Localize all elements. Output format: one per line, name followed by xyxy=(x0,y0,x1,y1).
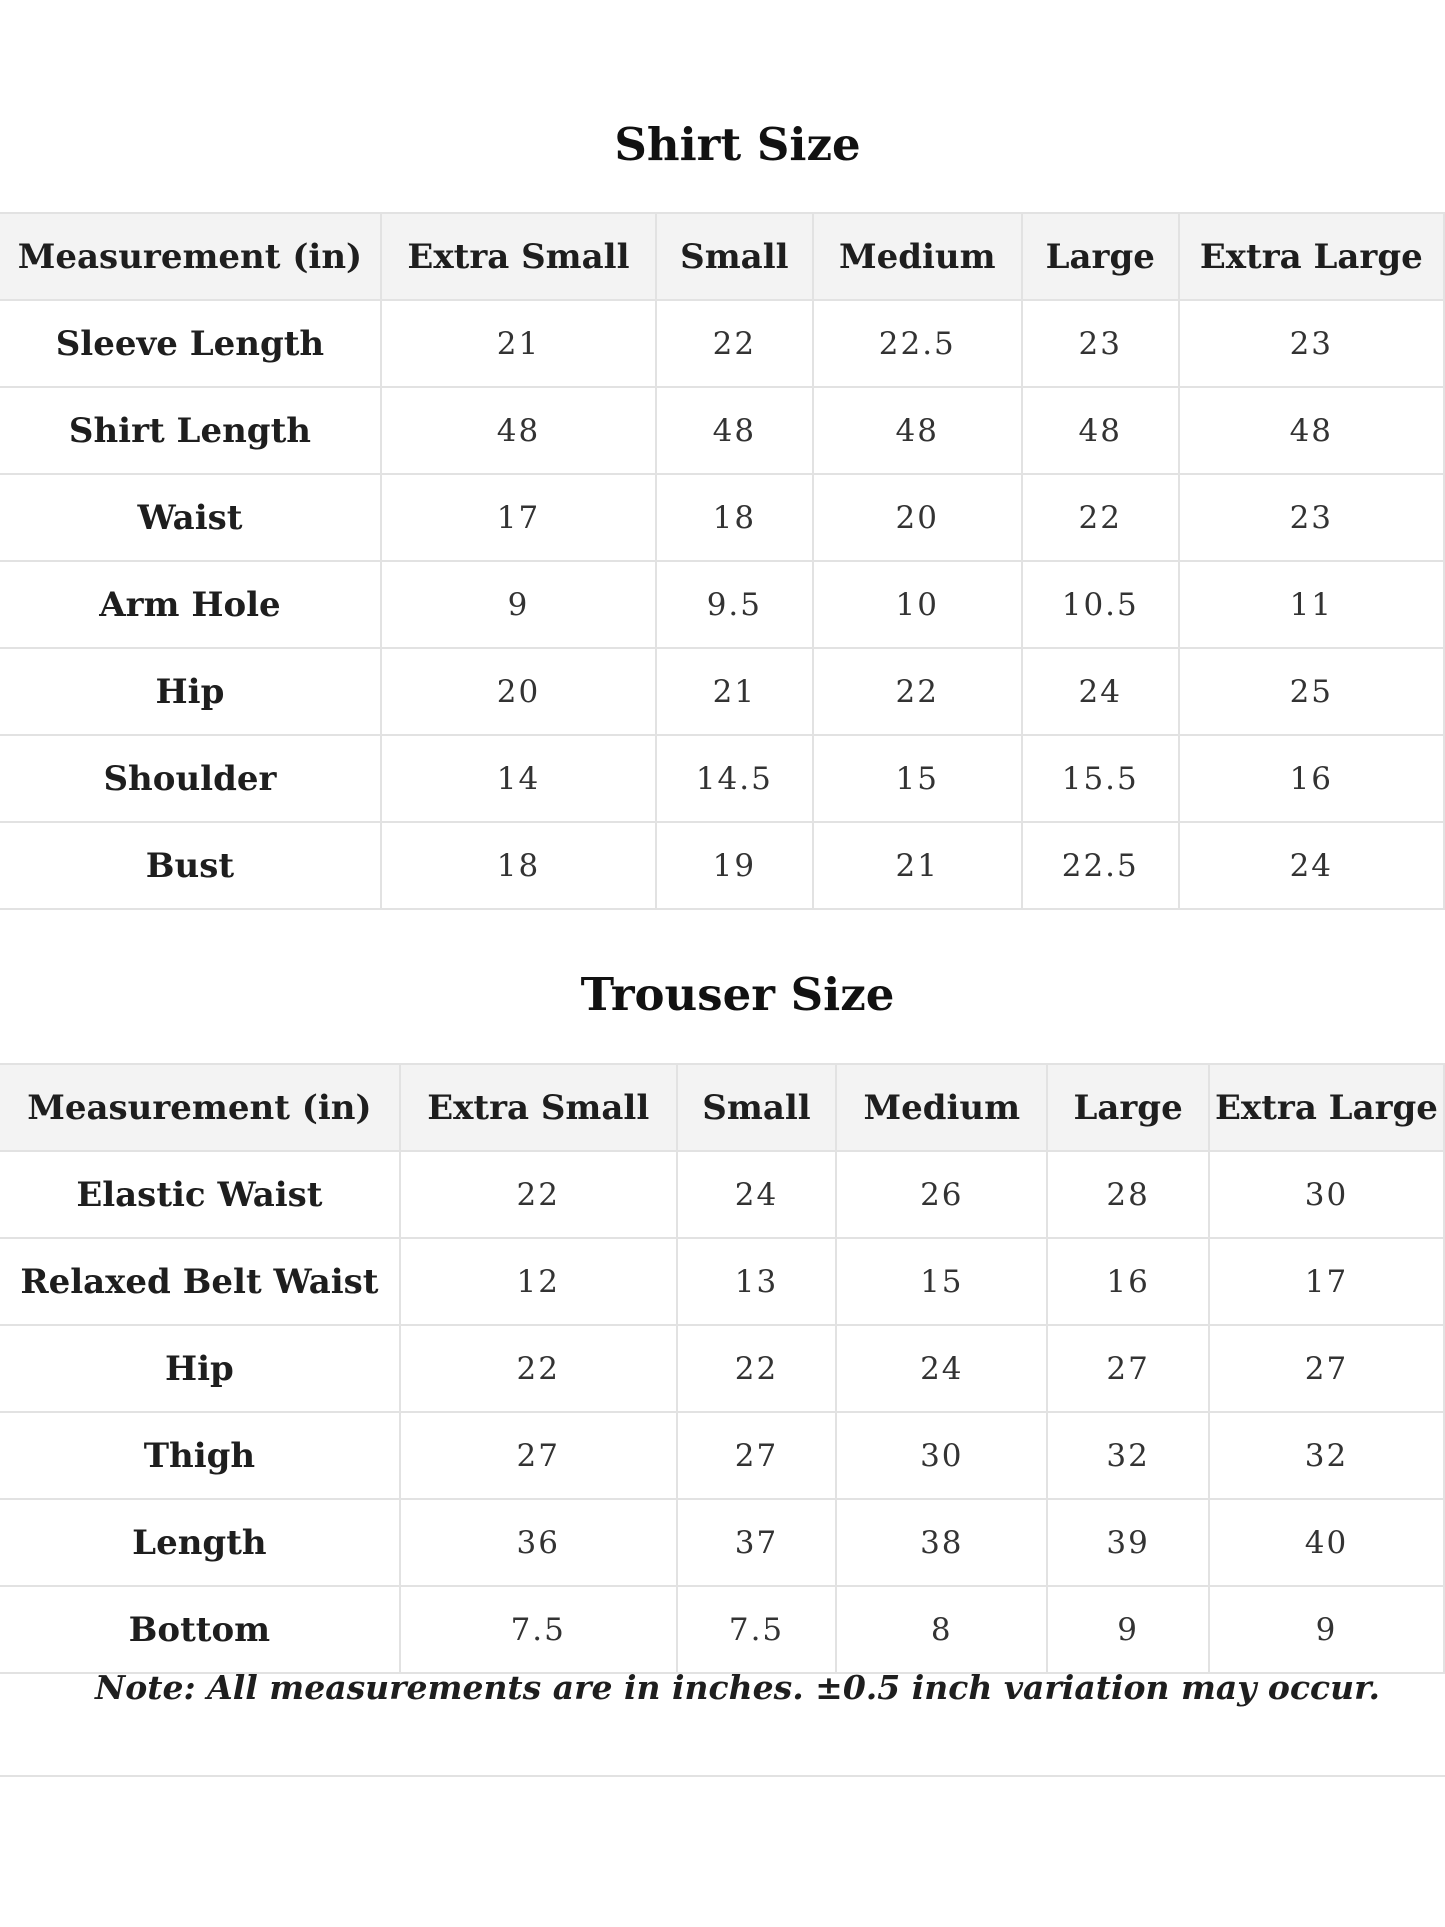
header-extra-large: Extra Large xyxy=(1209,1064,1444,1151)
row-label: Relaxed Belt Waist xyxy=(0,1238,400,1325)
table-cell: 48 xyxy=(656,387,813,474)
table-cell: 17 xyxy=(1209,1238,1444,1325)
table-cell: 16 xyxy=(1179,735,1444,822)
table-row xyxy=(0,1325,1444,1412)
table-cell: 32 xyxy=(1047,1412,1209,1499)
table-cell: 22 xyxy=(400,1325,677,1412)
table-cell: 22 xyxy=(677,1325,837,1412)
table-cell: 22.5 xyxy=(1022,822,1179,909)
row-label: Hip xyxy=(0,1325,400,1412)
table-cell: 20 xyxy=(381,648,656,735)
table-cell: 22 xyxy=(656,300,813,387)
table-cell: 19 xyxy=(656,822,813,909)
table-cell: 9 xyxy=(1047,1586,1209,1673)
table-cell: 48 xyxy=(813,387,1022,474)
table-cell: 15 xyxy=(813,735,1022,822)
trouser-size-title: Trouser Size xyxy=(580,968,895,1021)
table-row xyxy=(0,1499,1444,1586)
table-row xyxy=(0,387,1444,474)
table-cell: 32 xyxy=(1209,1412,1444,1499)
table-cell: 12 xyxy=(400,1238,677,1325)
header-medium: Medium xyxy=(836,1064,1047,1151)
table-cell: 48 xyxy=(1179,387,1444,474)
row-label: Shoulder xyxy=(0,735,381,822)
row-label: Thigh xyxy=(0,1412,400,1499)
table-cell: 7.5 xyxy=(400,1586,677,1673)
table-cell: 16 xyxy=(1047,1238,1209,1325)
table-row xyxy=(0,1412,1444,1499)
table-cell: 10 xyxy=(813,561,1022,648)
table-cell: 23 xyxy=(1179,300,1444,387)
table-row xyxy=(0,561,1444,648)
shirt-size-title: Shirt Size xyxy=(614,118,861,171)
table-cell: 21 xyxy=(381,300,656,387)
header-extra-small: Extra Small xyxy=(400,1064,677,1151)
table-cell: 48 xyxy=(1022,387,1179,474)
table-cell: 18 xyxy=(381,822,656,909)
header-measurement: Measurement (in) xyxy=(0,213,381,300)
table-cell: 37 xyxy=(677,1499,837,1586)
header-large: Large xyxy=(1022,213,1179,300)
table-cell: 11 xyxy=(1179,561,1444,648)
table-cell: 24 xyxy=(1022,648,1179,735)
row-label: Arm Hole xyxy=(0,561,381,648)
row-label: Sleeve Length xyxy=(0,300,381,387)
header-medium: Medium xyxy=(813,213,1022,300)
table-cell: 40 xyxy=(1209,1499,1444,1586)
table-cell: 18 xyxy=(656,474,813,561)
table-cell: 23 xyxy=(1022,300,1179,387)
table-cell: 26 xyxy=(836,1151,1047,1238)
table-row xyxy=(0,1238,1444,1325)
table-cell: 22 xyxy=(813,648,1022,735)
table-cell: 14 xyxy=(381,735,656,822)
table-cell: 21 xyxy=(813,822,1022,909)
table-cell: 20 xyxy=(813,474,1022,561)
table-cell: 9 xyxy=(1209,1586,1444,1673)
table-header-row xyxy=(0,1064,1444,1151)
table-cell: 9.5 xyxy=(656,561,813,648)
header-small: Small xyxy=(677,1064,837,1151)
row-label: Elastic Waist xyxy=(0,1151,400,1238)
table-row xyxy=(0,648,1444,735)
header-small: Small xyxy=(656,213,813,300)
table-row xyxy=(0,822,1444,909)
table-cell: 24 xyxy=(677,1151,837,1238)
table-cell: 14.5 xyxy=(656,735,813,822)
table-cell: 8 xyxy=(836,1586,1047,1673)
table-cell: 22 xyxy=(1022,474,1179,561)
table-cell: 27 xyxy=(1047,1325,1209,1412)
table-row xyxy=(0,735,1444,822)
shirt-size-table xyxy=(0,212,1445,910)
table-cell: 36 xyxy=(400,1499,677,1586)
row-label: Shirt Length xyxy=(0,387,381,474)
table-row xyxy=(0,300,1444,387)
divider xyxy=(0,1775,1445,1777)
table-cell: 15.5 xyxy=(1022,735,1179,822)
measurement-note: Note: All measurements are in inches. ±0.5 inch variation may occur. xyxy=(95,1668,1380,1707)
table-cell: 24 xyxy=(1179,822,1444,909)
header-large: Large xyxy=(1047,1064,1209,1151)
row-label: Waist xyxy=(0,474,381,561)
table-cell: 28 xyxy=(1047,1151,1209,1238)
row-label: Bottom xyxy=(0,1586,400,1673)
table-cell: 23 xyxy=(1179,474,1444,561)
table-cell: 22 xyxy=(400,1151,677,1238)
table-cell: 24 xyxy=(836,1325,1047,1412)
table-cell: 25 xyxy=(1179,648,1444,735)
trouser-size-table xyxy=(0,1063,1445,1674)
row-label: Length xyxy=(0,1499,400,1586)
table-cell: 48 xyxy=(381,387,656,474)
header-measurement: Measurement (in) xyxy=(0,1064,400,1151)
row-label: Hip xyxy=(0,648,381,735)
table-cell: 30 xyxy=(1209,1151,1444,1238)
table-cell: 39 xyxy=(1047,1499,1209,1586)
table-cell: 22.5 xyxy=(813,300,1022,387)
table-cell: 30 xyxy=(836,1412,1047,1499)
table-cell: 9 xyxy=(381,561,656,648)
table-cell: 27 xyxy=(677,1412,837,1499)
table-cell: 15 xyxy=(836,1238,1047,1325)
row-label: Bust xyxy=(0,822,381,909)
table-header-row xyxy=(0,213,1444,300)
header-extra-large: Extra Large xyxy=(1179,213,1444,300)
table-cell: 17 xyxy=(381,474,656,561)
table-cell: 21 xyxy=(656,648,813,735)
table-row xyxy=(0,474,1444,561)
table-cell: 7.5 xyxy=(677,1586,837,1673)
table-row xyxy=(0,1586,1444,1673)
header-extra-small: Extra Small xyxy=(381,213,656,300)
table-cell: 27 xyxy=(400,1412,677,1499)
table-cell: 10.5 xyxy=(1022,561,1179,648)
table-row xyxy=(0,1151,1444,1238)
table-cell: 27 xyxy=(1209,1325,1444,1412)
table-cell: 13 xyxy=(677,1238,837,1325)
table-cell: 38 xyxy=(836,1499,1047,1586)
